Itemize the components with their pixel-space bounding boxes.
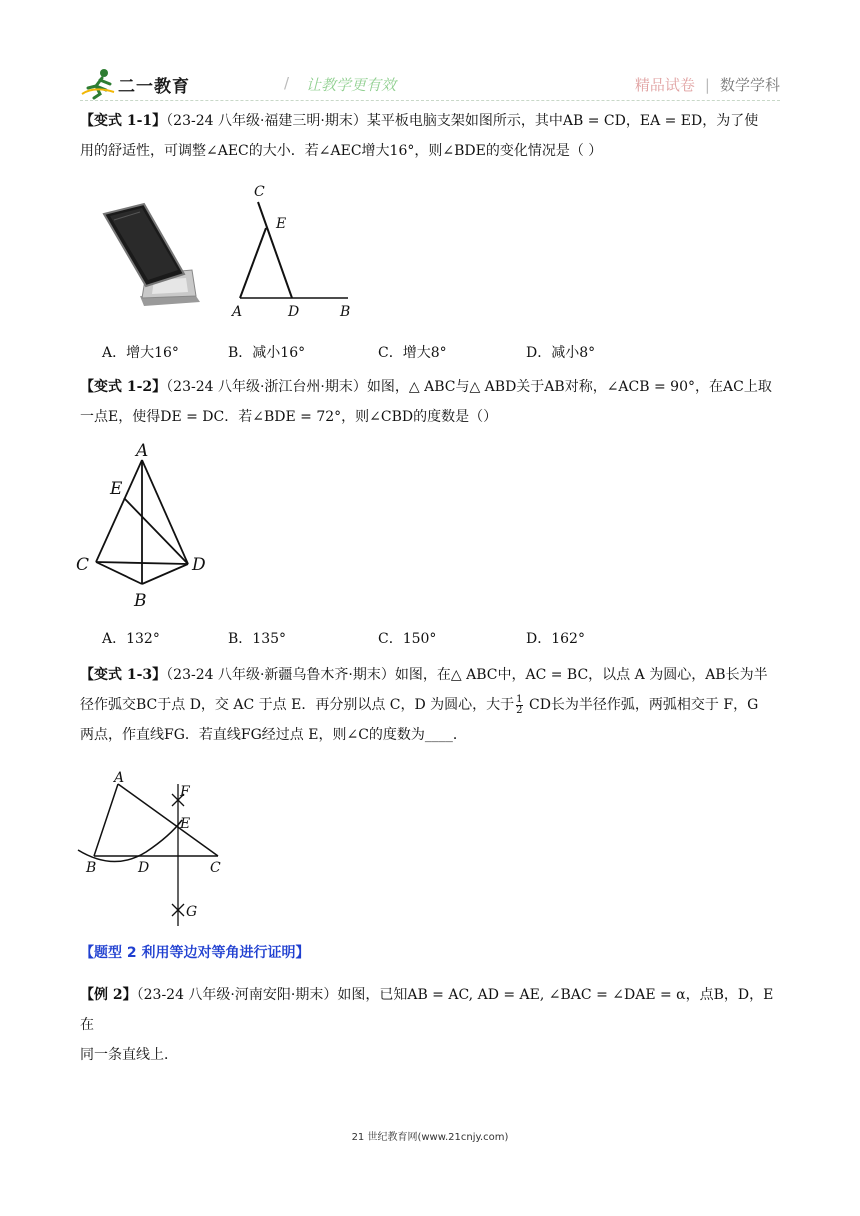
example-2-tag: 【例 2】	[80, 987, 137, 1003]
figure-1-2	[72, 440, 222, 612]
option-a[interactable]: A．增大16°	[102, 345, 179, 361]
question-1-3-text1: （23-24 八年级·新疆乌鲁木齐·期末）如图，在△ ABC中，AC = BC，以点 A 为圆心，AB长为半	[166, 667, 768, 683]
header-separator: /	[284, 74, 290, 92]
figure-1-3	[74, 770, 234, 930]
option-b[interactable]: B．减小16°	[228, 345, 306, 361]
label-d: D	[192, 555, 206, 575]
example-2-line2: 同一条直线上．	[80, 1047, 178, 1063]
question-1-1-text1: （23-24 八年级·福建三明·期末）某平板电脑支架如图所示，其中AB = CD，EA = ED，为了使	[166, 113, 759, 129]
label-a: A	[114, 770, 125, 786]
label-c: C	[254, 184, 265, 200]
label-g: G	[186, 904, 198, 920]
example-2-line1	[80, 980, 780, 1040]
question-1-3-line2	[80, 690, 780, 720]
page-footer: 21 世纪教育网(www.21cnjy.com)	[351, 1132, 509, 1143]
question-1-1-tag: 【变式 1-1】	[80, 113, 167, 129]
segment-ac	[118, 784, 218, 856]
question-1-3-text2b: CD长为半径作弧，两弧相交于 F，G	[524, 697, 759, 713]
label-e: E	[180, 816, 191, 832]
label-f: F	[180, 784, 190, 800]
question-1-1-line2: 用的舒适性，可调整∠AEC的大小．若∠AEC增大16°，则∠BDE的变化情况是（ ）	[80, 143, 603, 159]
figure-1-1	[226, 180, 362, 322]
segment-cd	[96, 562, 188, 564]
label-e: E	[276, 216, 287, 232]
tablet-stand-image	[100, 200, 204, 310]
label-d: D	[138, 860, 150, 876]
question-1-1	[80, 106, 780, 166]
logo	[80, 66, 220, 100]
option-d[interactable]: D．162°	[526, 631, 585, 647]
option-a[interactable]: A．132°	[102, 631, 160, 647]
question-1-2-line2: 一点E，使得DE = DC．若∠BDE = 72°，则∠CBD的度数是（）	[80, 409, 498, 425]
logo-text: 二一教育	[118, 77, 190, 97]
label-c: C	[210, 860, 221, 876]
label-c: C	[76, 555, 90, 575]
question-1-3-line3: 两点，作直线FG．若直线FG经过点 E，则∠C的度数为____．	[80, 727, 467, 743]
segment-cd	[258, 202, 292, 298]
header-label-subject: 数学学科	[719, 76, 780, 94]
header-rule	[80, 100, 780, 101]
label-a: A	[232, 304, 243, 320]
example-2-text1: （23-24 八年级·河南安阳·期末）如图，已知AB = AC, AD = AE, ∠BAC = ∠DAE = α，点B，D，E在	[80, 987, 774, 1033]
page-header	[80, 66, 780, 104]
header-right	[635, 74, 780, 95]
question-1-3-line1	[80, 660, 780, 690]
header-label-quality: 精品试卷	[634, 76, 695, 94]
label-a: A	[136, 441, 149, 461]
header-divider: |	[704, 76, 710, 94]
question-1-2-text1: （23-24 八年级·浙江台州·期末）如图，△ ABC与△ ABD关于AB对称，∠ACB = 90°，在AC上取	[166, 379, 772, 395]
question-1-2-tag: 【变式 1-2】	[80, 379, 167, 395]
section-heading: 【题型 2 利用等边对等角进行证明】	[80, 945, 310, 961]
runner-logo-icon	[80, 66, 120, 100]
example-2	[80, 980, 780, 1070]
segment-ad	[142, 460, 188, 564]
label-b: B	[86, 860, 97, 876]
label-b: B	[340, 304, 351, 320]
question-1-2	[80, 372, 780, 432]
segment-ab	[94, 784, 118, 856]
option-c[interactable]: C．150°	[378, 631, 437, 647]
segment-db	[142, 564, 188, 584]
question-1-3-tag: 【变式 1-3】	[80, 667, 167, 683]
segment-ea	[240, 228, 266, 298]
fraction-one-half	[516, 695, 522, 716]
segment-ed	[124, 498, 188, 564]
label-b: B	[134, 591, 147, 611]
fraction-numerator: 1	[516, 693, 523, 705]
fraction-denominator: 2	[516, 704, 523, 716]
label-d: D	[288, 304, 300, 320]
question-1-3	[80, 660, 780, 750]
label-e: E	[110, 479, 123, 499]
option-b[interactable]: B．135°	[228, 631, 287, 647]
segment-ac	[96, 460, 142, 562]
option-c[interactable]: C．增大8°	[378, 345, 447, 361]
header-slogan: 让教学更有效	[306, 76, 397, 94]
option-d[interactable]: D．减小8°	[526, 345, 596, 361]
segment-cb	[96, 562, 142, 584]
question-1-2-line1	[80, 372, 780, 402]
question-1-1-line1	[80, 106, 780, 136]
question-1-3-text2a: 径作弧交BC于点 D，交 AC 于点 E．再分别以点 C，D 为圆心，大于	[80, 697, 515, 713]
